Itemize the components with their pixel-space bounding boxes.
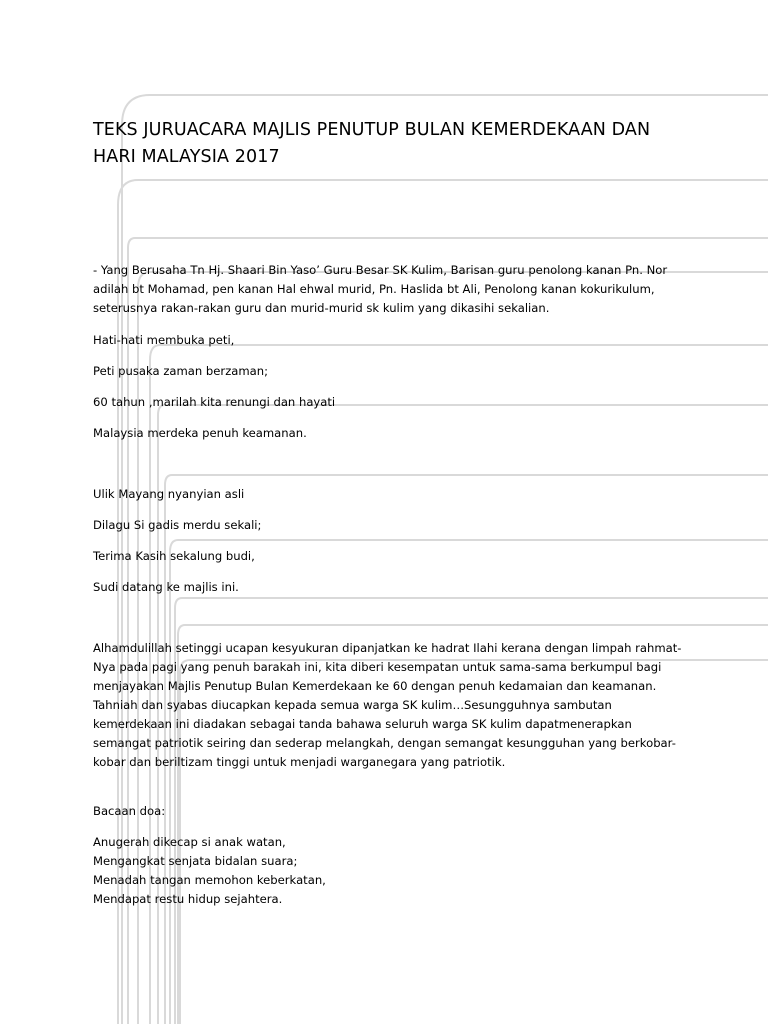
speech-line: semangat patriotik seiring dan sederap melangkah, dengan semangat kesungguhan yang berkobar- (93, 736, 676, 750)
speech-line: kobar dan beriltizam tinggi untuk menjadi warganegara yang patriotik. (93, 755, 506, 769)
speech-line: Alhamdulillah setinggi ucapan kesyukuran dipanjatkan ke hadrat Ilahi kerana dengan limpah rahmat- (93, 641, 682, 655)
speech-line: Tahniah dan syabas diucapkan kepada semua warga SK kulim…Sesungguhnya sambutan (93, 698, 612, 712)
doa-heading: Bacaan doa: (93, 804, 166, 818)
greeting-line: adilah bt Mohamad, pen kanan Hal ehwal murid, Pn. Haslida bt Ali, Penolong kanan kokurikulum, (93, 282, 655, 296)
pantun-line: Hati-hati membuka peti, (93, 333, 235, 347)
pantun-line: Terima Kasih sekalung budi, (93, 549, 255, 563)
speech-line: menjayakan Majlis Penutup Bulan Kemerdekaan ke 60 dengan penuh kedamaian dan keamanan. (93, 679, 657, 693)
pantun-line: 60 tahun ,marilah kita renungi dan hayati (93, 395, 336, 409)
greeting-line: seterusnya rakan-rakan guru dan murid-murid sk kulim yang dikasihi sekalian. (93, 301, 550, 315)
doa-line: Anugerah dikecap si anak watan, (93, 835, 286, 849)
pantun-line: Dilagu Si gadis merdu sekali; (93, 518, 262, 532)
pantun-line: Peti pusaka zaman berzaman; (93, 364, 269, 378)
greeting-line: - Yang Berusaha Tn Hj. Shaari Bin Yaso’ Guru Besar SK Kulim, Barisan guru penolong kanan Pn. Nor (93, 263, 668, 277)
doa-line: Mengangkat senjata bidalan suara; (93, 854, 298, 868)
pantun-line: Malaysia merdeka penuh keamanan. (93, 426, 307, 440)
doa-line: Mendapat restu hidup sejahtera. (93, 892, 283, 906)
pantun-line: Sudi datang ke majlis ini. (93, 580, 239, 594)
document-title-line-2: HARI MALAYSIA 2017 (93, 147, 280, 167)
document-title-line-1: TEKS JURUACARA MAJLIS PENUTUP BULAN KEMERDEKAAN DAN (93, 120, 651, 140)
speech-line: kemerdekaan ini diadakan sebagai tanda bahawa seluruh warga SK kulim dapatmenerapkan (93, 717, 632, 731)
pantun-line: Ulik Mayang nyanyian asli (93, 487, 245, 501)
speech-line: Nya pada pagi yang penuh barakah ini, kita diberi kesempatan untuk sama-sama berkumpul bagi (93, 660, 662, 674)
doa-line: Menadah tangan memohon keberkatan, (93, 873, 326, 887)
